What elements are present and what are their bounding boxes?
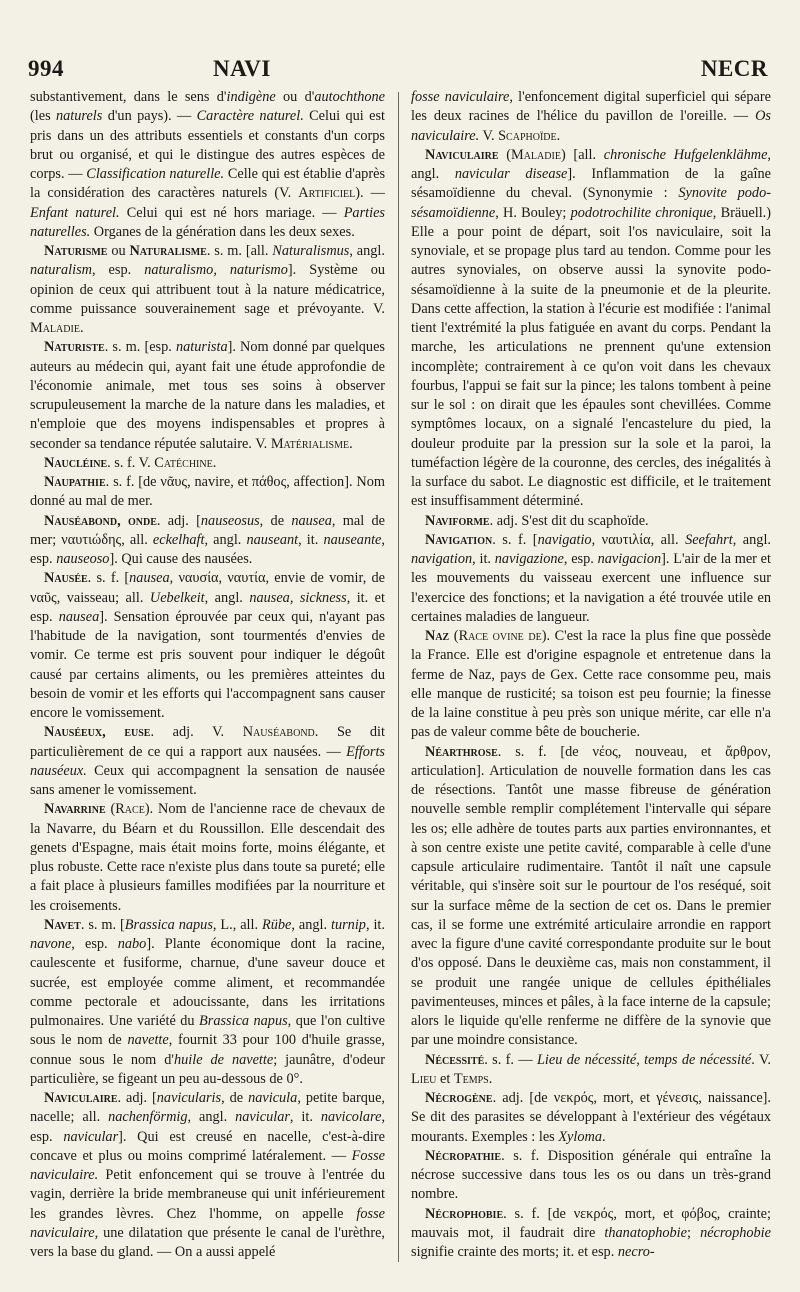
entry-navet: Navet. s. m. [Brassica napus, L., all. Rübe, angl. turnip, it. navone, esp. nabo]. Plante économique dont la racine, caulescente et fusiforme, charnue, d'une saveur douce et sucrée, est employée comme aliment, et recommandée comme pectorale et adoucissante, dans les irritations pulmonaires. Une variété du Brassica napus, que l'on cultive sous le nom de navette, fournit 33 pour 100 d'huile grasse, connue sous le nom d'huile de navette; jaunâtre, d'odeur particulière, se figeant un peu au-dessous de 0°. — [30, 916, 386, 1087]
entry-naturel-continued: substantivement, dans le sens d'indigène ou d'autochthone (les naturels d'un pays). — Caractère naturel. Celui qui est pris dans un des attributs essentiels et constants d'un corps brut ou organisé, et qui le distingue des autres espèces de corps. — Classification naturelle. Celle qui est établie d'après la considération des caractères naturels (V. Artificiel). — Enfant naturel. Celui qui est né hors mariage. — Parties naturelles. Organes de la génération dans les deux sexes. — [30, 89, 386, 240]
entry-necrophobie: Nécrophobie. s. f. [de νεκρός, mort, et φόβος, crainte; mauvais mot, il faudrait dire thanatophobie; nécrophobie signifie crainte des morts; it. et esp. necro- — [411, 1205, 771, 1260]
headword: Nécessité — [425, 1051, 485, 1068]
headword: Nécropathie — [425, 1147, 502, 1164]
entry-naucleine: Naucléine. s. f. V. Catéchine. — [44, 454, 217, 471]
entry-navigation: Navigation. s. f. [navigatio, ναυτιλία, all. Seefahrt, angl. navigation, it. navigazione, esp. navigacion]. L'air de la mer et les mouvements du vaisseau exercent une influence sur l'exercice des fonctions; et la navigation a été trouvée utile en certaines maladies de langueur. — [411, 531, 772, 625]
entry-nausee: Nausée. s. f. [nausea, ναυσία, ναυτία, envie de vomir, de ναῦς, vaisseau; all. Uebelkeit, angl. nausea, sickness, it. et esp. nausea]. Sensation éprouvée par ceux qui, n'ayant pas l'habitude de la navigation, sont tourmentés d'envies de vomir. Ce terme est pris souvent pour indiquer le dégoût causé par certains aliments, ou les premières atteintes du besoin de vomir et les efforts qui l'accompagnent sans causer encore le vomissement. — [30, 570, 385, 721]
entry-nauseabond: Nauséabond, onde. adj. [nauseosus, de nausea, mal de mer; ναυτιώδης, all. eckelhaft, angl. nauseant, it. nauseante, esp. nauseoso]. Qui cause des nausées. — [30, 512, 385, 567]
column-divider — [398, 92, 399, 1262]
headword: Naucléine — [44, 454, 108, 471]
headword: Navarrine — [44, 801, 106, 818]
headword: Naviforme — [425, 512, 490, 529]
entry-necrogene: Nécrogène. adj. [de νεκρός, mort, et γένεσις, naissance]. Se dit des parasites se développant à l'extérieur des végétaux mourants. Exemples : les Xyloma. — [411, 1090, 771, 1145]
entry-naviculaire-maladie: Naviculaire (Maladie) [all. chronische Hufgelenklähme, angl. navicular disease]. Inflammation de la gaîne sésamoïdienne du cheval. (Synonymie : Synovite podo-sésamoïdienne, H. Bouley; podotrochilite chronique, Bräuell.) Elle a pour point de départ, soit l'os naviculaire, soit la synoviale, et se propage plus tard au tendon. Comme pour les autres synoviales, on observe aussi la synovite podo-sésamoïdienne à la suite de la pneumonie et de la pleurite. Dans cette affection, la station à l'écurie est modifiée : l'animal tient l'extrémité la plus fatiguée en avant du corps. Pendant la marche, les articulations ne prennent qu'une extension incomplète; contrairement à ce qu'on voit dans les chevaux fourbus, l'appui se fait sur la pince; les talons tombent à peine sur le sol : on dirait que les épaules sont chevillées. Comme symptômes locaux, on a signalé l'encastelure du pied, la douleur produite par la pression sur la sole et la paroi, la tuméfaction légère de la couronne, des cercles, des inégalités à la surface du sabot. Le diagnostic est difficile, et le traitement est insuffisamment déterminé. — [411, 146, 771, 510]
entry-necropathie: Nécropathie. s. f. Disposition générale qui entraîne la nécrose successive dans tous les os ou dans un très-grand nombre. — [411, 1147, 771, 1203]
left-running-head: NAVI — [213, 56, 271, 81]
entry-naviforme: Naviforme. adj. S'est dit du scaphoïde. — [425, 512, 649, 529]
headword: Nausée — [44, 570, 88, 587]
headword: Naupathie — [44, 474, 106, 490]
headword: Nécrophobie — [425, 1205, 504, 1222]
headword: Nauséabond, onde — [44, 512, 157, 529]
headword: Néarthrose — [425, 743, 498, 760]
right-column — [411, 88, 771, 1262]
headword: Navigation — [425, 531, 493, 548]
entry-naupathie: Naupathie. s. f. [de νᾶυς, navire, et πάθος, affection]. Nom donné au mal de mer. — [30, 474, 385, 510]
headword: Naviculaire — [44, 1090, 118, 1106]
entry-naturisme: Naturisme ou Naturalisme. s. m. [all. Naturalismus, angl. naturalism, esp. naturalismo, naturismo]. Système ou opinion de ceux qui attribuent tout à la nature médicatrice, comme puissance souverainement sage et prévoyante. V. Maladie. — [30, 243, 385, 336]
running-header — [28, 52, 770, 86]
headword: Naviculaire — [425, 146, 499, 163]
entry-naviculaire: Naviculaire. adj. [navicularis, de navicula, petite barque, nacelle; all. nachenförmig, angl. navicular, it. navicolare, esp. navicular]. Qui est creusé en nacelle, c'est-à-dire concave et plus ou moins comprimé latéralement. — Fosse naviculaire. Petit enfoncement qui se trouve à l'entrée du vagin, derrière la bride membraneuse qui unit inférieurement les grandes lèvres. Chez l'homme, on appelle fosse naviculaire, une dilatation que présente le canal de l'urèthre, vers la base du gland. — On a aussi appelé — [30, 1090, 386, 1260]
entry-navarrine: Navarrine (Race). Nom de l'ancienne race de chevaux de la Navarre, du Béarn et du Roussillon. Elle descendait des genets d'Espagne, mais était moins forte, moins élégante, et plus robuste. Cette race n'existe plus dans toute sa pureté; elle a fait place à plusieurs familles modifiées par la nourriture et les croisements. — [30, 801, 385, 914]
headword: Navet — [44, 916, 81, 933]
entry-nearthrose: Néarthrose. s. f. [de νέος, nouveau, et ἄρθρον, articulation]. Articulation de nouvelle formation dans les cas de résections. Tantôt une masse fibreuse de génération nouvelle semble remplir complétement l'intervalle qui sépare les os; elle adhère de toutes parts aux parties environnantes, et à son centre existe une petite cavité, comparable à celle d'une capsule articulaire rudimentaire. Tantôt il naît une capsule véritable, qui s'insère soit sur le pourtour de l'os reséqué, soit sur la surface même de la section de cet os. Dans le premier cas, il se forme une extrémité articulaire arrondie en rapport avec la figure d'une cavité correspondante produite sur le bout d'os opposé. Dans le deuxième cas, mais non constamment, il se produit une rangée unique de cellules épithéliales pavimenteuses, minces et pâles, à la face interne de la capsule; alors le liquide qu'elle renferme ne diffère de la synovie que par une moindre consistance. — [411, 743, 771, 1049]
entry-necessite: Nécessité. s. f. — Lieu de nécessité, temps de nécessité. V. Lieu et Temps. — [411, 1051, 771, 1087]
entry-naviculaire-continued: fosse naviculaire, l'enfoncement digital superficiel qui sépare les deux racines de l'hélice du pavillon de l'oreille. — Os naviculaire. V. Scaphoïde. — [411, 89, 771, 144]
headword: Nauséeux, euse — [44, 724, 151, 741]
headword: Naz — [425, 628, 450, 644]
page-number: 994 — [28, 56, 64, 81]
headword: Naturiste — [44, 339, 105, 356]
entry-naz: Naz (Race ovine de). C'est la race la plus fine que possède la France. Elle est d'origine espagnole et entretenue dans la ferme de Naz, pays de Gex. Cette race consomme peu, mais elle manque de rusticité; sa toison est peu fournie; la finesse de la laine constitue à peu près son unique mérite, car elle n'a pas de valeur comme bête de boucherie. — [411, 628, 771, 741]
headword: Nécrogène — [425, 1090, 493, 1106]
entry-nauseeux: Nauséeux, euse. adj. V. Nauséabond. Se dit particulièrement de ce qui a rapport aux nausées. — Efforts nauséeux. Ceux qui accompagnent la sensation de nausée sans amener le vomissement. — [30, 724, 385, 798]
right-running-head: NECR — [700, 56, 768, 81]
headword: Naturisme — [44, 243, 108, 259]
entry-naturiste: Naturiste. s. m. [esp. naturista]. Nom donné par quelques auteurs au médecin qui, ayant fait une étude approfondie de l'économie animale, met tous ses soins à observer scrupuleusement la marche de la nature dans les maladies, et n'emploie que des moyens indispensables et propres à seconder sa tendance réputée salutaire. V. Matérialisme. — [30, 339, 385, 452]
left-column — [30, 88, 385, 1262]
